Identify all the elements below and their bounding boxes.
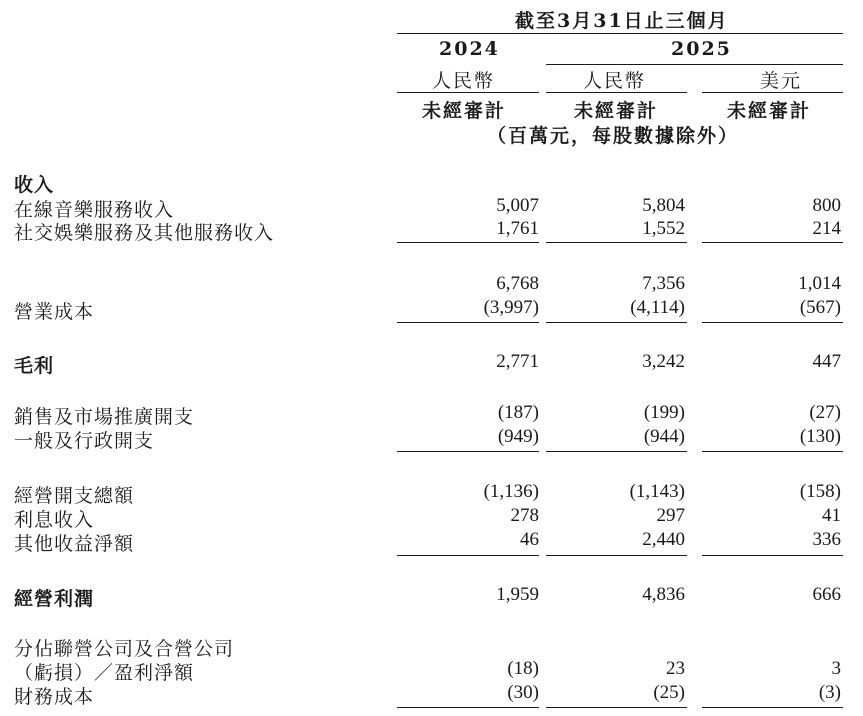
label-finance-costs: 財務成本 xyxy=(14,686,95,708)
currency-usd: 美元 xyxy=(760,70,803,92)
value-total-revenue-2025-rmb: 7,356 xyxy=(642,273,685,294)
label-social-entertainment-revenue: 社交娛樂服務及其他服務收入 xyxy=(14,222,275,244)
currency-rmb-2025: 人民幣 xyxy=(583,70,647,92)
value-ga-2024: (949) xyxy=(497,426,539,447)
opex-rule-2 xyxy=(546,451,687,452)
value-cost-2025-usd: (567) xyxy=(799,297,841,318)
label-interest-income: 利息收入 xyxy=(14,509,95,531)
value-operating-profit-2024: 1,959 xyxy=(496,584,539,605)
value-total-opex-2025-usd: (158) xyxy=(799,481,841,502)
finance-rule-1 xyxy=(397,707,539,708)
value-total-opex-2025-rmb: (1,143) xyxy=(629,481,685,502)
label-operating-profit: 經營利潤 xyxy=(14,588,95,610)
gains-rule-2 xyxy=(546,555,687,556)
label-online-music-revenue: 在線音樂服務收入 xyxy=(14,199,175,221)
label-other-gains: 其他收益淨額 xyxy=(14,533,135,555)
value-other-gains-2025-rmb: 2,440 xyxy=(642,529,685,550)
audit-label-2024: 未經審計 xyxy=(422,100,507,122)
value-interest-2024: 278 xyxy=(510,505,539,526)
value-operating-profit-2025-rmb: 4,836 xyxy=(642,584,685,605)
label-cost-of-revenue: 營業成本 xyxy=(14,301,95,323)
unit-note: （百萬元，每股數據除外） xyxy=(487,125,740,147)
period-rule xyxy=(397,33,843,34)
value-social-2025-rmb: 1,552 xyxy=(642,218,685,239)
label-gross-profit: 毛利 xyxy=(14,355,55,377)
year-2025-heading: 2025 xyxy=(671,38,732,60)
value-other-gains-2024: 46 xyxy=(520,529,539,550)
currency-rule-2 xyxy=(546,92,687,93)
value-share-associates-2025-rmb: 23 xyxy=(666,658,685,679)
value-total-revenue-2024: 6,768 xyxy=(496,273,539,294)
value-total-revenue-2025-usd: 1,014 xyxy=(798,273,841,294)
value-gross-profit-2025-usd: 447 xyxy=(812,351,841,372)
value-gross-profit-2024: 2,771 xyxy=(496,351,539,372)
period-heading: 截至3月31日止三個月 xyxy=(515,10,729,32)
cost-rule-2 xyxy=(546,322,687,323)
value-interest-2025-usd: 41 xyxy=(822,505,841,526)
label-share-associates: 分佔聯營公司及合營公司 xyxy=(14,638,235,660)
value-cost-2024: (3,997) xyxy=(483,297,539,318)
cost-rule-1 xyxy=(397,322,539,323)
finance-rule-2 xyxy=(546,707,687,708)
gains-rule-1 xyxy=(397,555,539,556)
currency-rule-1 xyxy=(397,92,539,93)
label-share-associates-net: （虧損）／盈利淨額 xyxy=(14,662,195,684)
value-ga-2025-rmb: (944) xyxy=(643,426,685,447)
value-online-music-2025-rmb: 5,804 xyxy=(642,195,685,216)
value-interest-2025-rmb: 297 xyxy=(656,505,685,526)
value-selling-2025-rmb: (199) xyxy=(643,402,685,423)
value-selling-2025-usd: (27) xyxy=(809,402,841,423)
value-share-associates-2024: (18) xyxy=(507,658,539,679)
opex-rule-1 xyxy=(397,451,539,452)
audit-label-2025-usd: 未經審計 xyxy=(727,100,812,122)
value-operating-profit-2025-usd: 666 xyxy=(812,584,841,605)
gains-rule-3 xyxy=(702,555,843,556)
year-2024-heading: 2024 xyxy=(439,38,500,60)
opex-rule-3 xyxy=(702,451,843,452)
value-social-2024: 1,761 xyxy=(496,218,539,239)
subtotal-rule-2 xyxy=(546,242,687,243)
value-gross-profit-2025-rmb: 3,242 xyxy=(642,351,685,372)
value-finance-costs-2024: (30) xyxy=(507,682,539,703)
subtotal-rule-3 xyxy=(702,242,843,243)
subtotal-rule-1 xyxy=(397,242,539,243)
cost-rule-3 xyxy=(702,322,843,323)
value-total-opex-2024: (1,136) xyxy=(483,481,539,502)
value-cost-2025-rmb: (4,114) xyxy=(630,297,685,318)
value-selling-2024: (187) xyxy=(497,402,539,423)
value-ga-2025-usd: (130) xyxy=(799,426,841,447)
value-other-gains-2025-usd: 336 xyxy=(812,529,841,550)
currency-rmb-2024: 人民幣 xyxy=(432,70,496,92)
label-revenue-heading: 收入 xyxy=(14,174,55,196)
label-selling-marketing: 銷售及市場推廣開支 xyxy=(14,406,195,428)
currency-rule-3 xyxy=(702,92,843,93)
finance-rule-3 xyxy=(702,707,843,708)
value-social-2025-usd: 214 xyxy=(812,218,841,239)
label-general-admin: 一般及行政開支 xyxy=(14,430,155,452)
value-online-music-2025-usd: 800 xyxy=(812,195,841,216)
label-total-opex: 經營開支總額 xyxy=(14,485,135,507)
value-online-music-2024: 5,007 xyxy=(496,195,539,216)
value-finance-costs-2025-rmb: (25) xyxy=(653,682,685,703)
value-finance-costs-2025-usd: (3) xyxy=(818,682,841,703)
year-2025-rule xyxy=(546,64,843,65)
audit-label-2025-rmb: 未經審計 xyxy=(574,100,659,122)
value-share-associates-2025-usd: 3 xyxy=(831,658,841,679)
